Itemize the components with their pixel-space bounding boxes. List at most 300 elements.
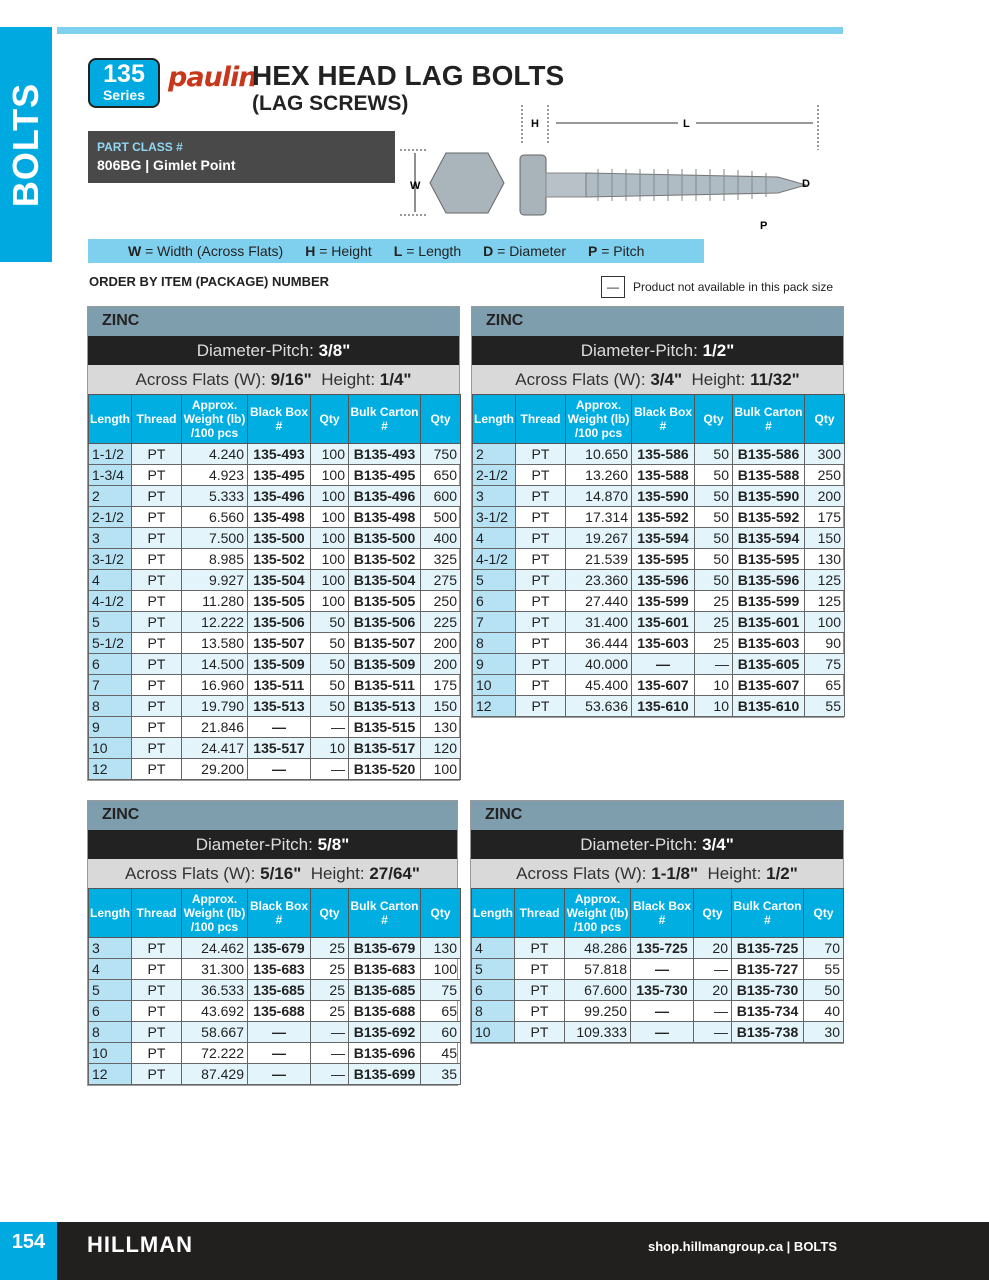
table-row [89, 633, 461, 654]
table-cell: — [694, 959, 732, 980]
table-cell: B135-496 [349, 486, 421, 507]
table-cell: 125 [805, 570, 845, 591]
legend-p: P = Pitch [587, 243, 645, 259]
table-cell: 1-1/2 [89, 444, 132, 465]
table-cell: 50 [804, 980, 844, 1001]
table-cell: B135-586 [733, 444, 805, 465]
table-cell: B135-509 [349, 654, 421, 675]
not-available-key [601, 276, 833, 298]
table-cell: B135-725 [732, 938, 804, 959]
table-row [89, 591, 461, 612]
table-cell: 50 [311, 675, 349, 696]
table-cell: 135-493 [248, 444, 311, 465]
table-row [89, 654, 461, 675]
table-cell: 17.314 [566, 507, 632, 528]
table-row [472, 980, 844, 1001]
table-cell: PT [132, 938, 182, 959]
table-cell: 25 [311, 980, 349, 1001]
legend-d: D = Diameter [483, 243, 566, 259]
table-cell: B135-590 [733, 486, 805, 507]
table-cell: 175 [421, 675, 461, 696]
table-cell: 100 [311, 528, 349, 549]
table-cell: 31.300 [182, 959, 248, 980]
table-cell: — [695, 654, 733, 675]
table-cell: — [631, 1022, 694, 1043]
table-cell: 25 [695, 591, 733, 612]
table-cell: 8 [472, 1001, 515, 1022]
table-cell: 25 [311, 938, 349, 959]
column-header: Qty [311, 395, 349, 444]
table-cell: 100 [311, 465, 349, 486]
legend-h: H = Height [305, 243, 372, 259]
table-cell: 50 [695, 549, 733, 570]
table-cell: B135-734 [732, 1001, 804, 1022]
table-cell: PT [132, 570, 182, 591]
spec-table [88, 888, 461, 1085]
d-label: D [802, 178, 810, 190]
table-cell: B135-730 [732, 980, 804, 1001]
table-cell: 11.280 [182, 591, 248, 612]
column-header: Black Box # [632, 395, 695, 444]
table-cell: 45.400 [566, 675, 632, 696]
table-row [89, 738, 461, 759]
table-cell: — [632, 654, 695, 675]
table-cell: 650 [421, 465, 461, 486]
table-cell: 135-511 [248, 675, 311, 696]
table-cell: 75 [421, 980, 461, 1001]
table-row [473, 570, 845, 591]
table-cell: 9 [89, 717, 132, 738]
table-cell: PT [132, 507, 182, 528]
spec-table [471, 888, 844, 1043]
table-cell: 135-498 [248, 507, 311, 528]
table-cell: 40 [804, 1001, 844, 1022]
table-cell: PT [515, 938, 565, 959]
table-row [473, 654, 845, 675]
table-cell: — [311, 1022, 349, 1043]
table-cell: PT [132, 696, 182, 717]
table-cell: 135-679 [248, 938, 311, 959]
column-header: Qty [695, 395, 733, 444]
table-cell: 50 [695, 570, 733, 591]
table-cell: 135-592 [632, 507, 695, 528]
table-cell: PT [516, 675, 566, 696]
table-cell: 3-1/2 [473, 507, 516, 528]
table-cell: 10 [695, 675, 733, 696]
table-cell: 13.580 [182, 633, 248, 654]
table-cell: 3 [473, 486, 516, 507]
table-1-2 [471, 306, 844, 718]
table-cell: 4 [472, 938, 515, 959]
table-cell: B135-596 [733, 570, 805, 591]
table-cell: 24.462 [182, 938, 248, 959]
diameter-value: 3/4" [702, 835, 734, 854]
table-cell: 25 [311, 959, 349, 980]
table-cell: 50 [311, 633, 349, 654]
table-cell: 150 [805, 528, 845, 549]
dimension-legend [88, 239, 704, 263]
column-header: Qty [694, 889, 732, 938]
table-cell: 90 [805, 633, 845, 654]
table-cell: 135-688 [248, 1001, 311, 1022]
table-cell: — [631, 959, 694, 980]
table-cell: 53.636 [566, 696, 632, 717]
table-cell: 55 [805, 696, 845, 717]
table-cell: 130 [421, 717, 461, 738]
table-cell: 200 [421, 633, 461, 654]
table-cell: — [248, 1022, 311, 1043]
table-row [89, 938, 461, 959]
table-cell: PT [132, 633, 182, 654]
table-cell: 2-1/2 [89, 507, 132, 528]
table-cell: 6 [472, 980, 515, 1001]
table-cell: 500 [421, 507, 461, 528]
table-cell: 135-517 [248, 738, 311, 759]
table-cell: 250 [805, 465, 845, 486]
table-cell: 99.250 [565, 1001, 631, 1022]
h-label: H [531, 118, 539, 130]
table-cell: PT [132, 444, 182, 465]
table-cell: 135-506 [248, 612, 311, 633]
table-cell: PT [516, 570, 566, 591]
column-header: Qty [421, 889, 461, 938]
table-cell: PT [132, 465, 182, 486]
table-cell: 10 [472, 1022, 515, 1043]
table-cell: 65 [421, 1001, 461, 1022]
table-row [89, 717, 461, 738]
column-header: Black Box # [248, 395, 311, 444]
table-cell: 35 [421, 1064, 461, 1085]
table-cell: 135-725 [631, 938, 694, 959]
table-cell: B135-699 [349, 1064, 421, 1085]
table-row [89, 959, 461, 980]
table-cell: 135-500 [248, 528, 311, 549]
table-cell: PT [132, 1064, 182, 1085]
finish-header: ZINC [88, 801, 457, 830]
column-header: Qty [311, 889, 349, 938]
table-cell: 10 [473, 675, 516, 696]
table-cell: B135-506 [349, 612, 421, 633]
table-row [89, 528, 461, 549]
bolt-side-icon [520, 155, 546, 215]
table-cell: B135-515 [349, 717, 421, 738]
table-cell: B135-692 [349, 1022, 421, 1043]
table-cell: 109.333 [565, 1022, 631, 1043]
table-cell: PT [132, 654, 182, 675]
table-cell: 100 [311, 591, 349, 612]
table-row [473, 633, 845, 654]
table-cell: 7 [89, 675, 132, 696]
length-dimension [518, 100, 848, 150]
column-header: Approx. Weight (lb) /100 pcs [182, 395, 248, 444]
table-row [473, 528, 845, 549]
table-cell: PT [516, 486, 566, 507]
table-cell: B135-504 [349, 570, 421, 591]
table-cell: 135-590 [632, 486, 695, 507]
table-cell: B135-599 [733, 591, 805, 612]
hex-head-icon [430, 153, 504, 213]
table-cell: 4 [473, 528, 516, 549]
table-cell: 130 [421, 938, 461, 959]
legend-w: W = Width (Across Flats) [128, 243, 284, 259]
table-cell: PT [132, 717, 182, 738]
table-cell: PT [132, 959, 182, 980]
table-cell: 21.846 [182, 717, 248, 738]
table-cell: B135-513 [349, 696, 421, 717]
table-cell: 6 [89, 1001, 132, 1022]
table-cell: 4-1/2 [473, 549, 516, 570]
order-heading: ORDER BY ITEM (PACKAGE) NUMBER [89, 274, 330, 289]
table-cell: 4-1/2 [89, 591, 132, 612]
table-5-8 [87, 800, 458, 1086]
table-cell: 100 [805, 612, 845, 633]
table-cell: 29.200 [182, 759, 248, 780]
table-row [473, 612, 845, 633]
table-cell: 21.539 [566, 549, 632, 570]
table-cell: 100 [311, 486, 349, 507]
table-cell: 40.000 [566, 654, 632, 675]
table-cell: 9 [473, 654, 516, 675]
table-row [472, 938, 844, 959]
top-rule [57, 27, 843, 34]
diameter-row: Diameter-Pitch: 3/4" [471, 830, 843, 859]
column-header: Approx. Weight (lb) /100 pcs [565, 889, 631, 938]
table-cell: PT [132, 980, 182, 1001]
table-cell: 135-596 [632, 570, 695, 591]
diameter-row: Diameter-Pitch: 1/2" [472, 336, 843, 365]
table-cell: PT [515, 1022, 565, 1043]
table-cell: 10 [89, 738, 132, 759]
table-cell: 2-1/2 [473, 465, 516, 486]
table-row [89, 1064, 461, 1085]
table-cell: PT [515, 980, 565, 1001]
diameter-value: 3/8" [318, 341, 351, 360]
table-cell: 5 [472, 959, 515, 980]
table-cell: — [694, 1022, 732, 1043]
table-cell: B135-588 [733, 465, 805, 486]
table-row [473, 465, 845, 486]
table-cell: 225 [421, 612, 461, 633]
table-row [473, 591, 845, 612]
table-row [89, 465, 461, 486]
table-cell: 25 [695, 612, 733, 633]
part-class-label: PART CLASS # [97, 140, 183, 154]
table-cell: PT [132, 738, 182, 759]
table-cell: — [631, 1001, 694, 1022]
table-row [89, 1022, 461, 1043]
table-cell: PT [516, 654, 566, 675]
column-header: Thread [516, 395, 566, 444]
table-cell: B135-507 [349, 633, 421, 654]
table-cell: 1-3/4 [89, 465, 132, 486]
table-3-4 [470, 800, 844, 1044]
table-cell: 50 [695, 465, 733, 486]
table-row [89, 507, 461, 528]
table-cell: 325 [421, 549, 461, 570]
table-cell: B135-500 [349, 528, 421, 549]
table-cell: PT [516, 591, 566, 612]
column-header: Thread [132, 395, 182, 444]
table-cell: 4.923 [182, 465, 248, 486]
table-cell: B135-505 [349, 591, 421, 612]
table-cell: 275 [421, 570, 461, 591]
table-cell: 36.533 [182, 980, 248, 1001]
table-cell: 5 [89, 612, 132, 633]
table-cell: — [311, 1064, 349, 1085]
table-row [473, 444, 845, 465]
table-cell: 2 [89, 486, 132, 507]
table-cell: 10.650 [566, 444, 632, 465]
diameter-row: Diameter-Pitch: 3/8" [88, 336, 459, 365]
table-cell: 12 [89, 1064, 132, 1085]
series-label: Series [102, 87, 146, 103]
part-class-box [88, 131, 395, 183]
table-cell: 60 [421, 1022, 461, 1043]
table-cell: 135-509 [248, 654, 311, 675]
table-cell: PT [132, 1022, 182, 1043]
table-cell: 57.818 [565, 959, 631, 980]
column-header: Bulk Carton # [349, 889, 421, 938]
table-cell: B135-595 [733, 549, 805, 570]
table-cell: 3 [89, 528, 132, 549]
table-cell: 5.333 [182, 486, 248, 507]
table-cell: 135-610 [632, 696, 695, 717]
table-row [89, 486, 461, 507]
table-cell: 135-685 [248, 980, 311, 1001]
table-cell: 48.286 [565, 938, 631, 959]
table-row [472, 1022, 844, 1043]
column-header: Length [89, 889, 132, 938]
table-cell: 6.560 [182, 507, 248, 528]
table-cell: 135-502 [248, 549, 311, 570]
table-cell: 70 [804, 938, 844, 959]
table-cell: B135-683 [349, 959, 421, 980]
table-cell: 135-504 [248, 570, 311, 591]
finish-header: ZINC [471, 801, 843, 830]
page-subtitle: (LAG SCREWS) [252, 92, 409, 115]
table-cell: 3 [89, 938, 132, 959]
table-cell: PT [516, 444, 566, 465]
across-flats-row: Across Flats (W): 3/4" Height: 11/32" [472, 365, 843, 394]
bolt-diagram [398, 145, 848, 235]
page-number: 154 [0, 1222, 57, 1280]
table-cell: 16.960 [182, 675, 248, 696]
table-cell: 55 [804, 959, 844, 980]
table-cell: 135-505 [248, 591, 311, 612]
table-row [472, 959, 844, 980]
legend-l: L = Length [393, 243, 462, 259]
table-cell: PT [516, 528, 566, 549]
table-cell: 130 [805, 549, 845, 570]
column-header: Bulk Carton # [732, 889, 804, 938]
spec-table [472, 394, 845, 717]
table-cell: 135-586 [632, 444, 695, 465]
table-cell: 200 [805, 486, 845, 507]
table-row [89, 444, 461, 465]
table-cell: 6 [89, 654, 132, 675]
table-cell: B135-696 [349, 1043, 421, 1064]
table-cell: 100 [421, 759, 461, 780]
table-3-8 [87, 306, 460, 781]
table-cell: 50 [695, 507, 733, 528]
table-row [89, 696, 461, 717]
table-row [473, 675, 845, 696]
column-header: Black Box # [248, 889, 311, 938]
w-label: W [410, 180, 421, 192]
table-cell: 50 [695, 528, 733, 549]
table-cell: B135-517 [349, 738, 421, 759]
not-available-text: Product not available in this pack size [633, 280, 834, 294]
column-header: Approx. Weight (lb) /100 pcs [182, 889, 248, 938]
column-header: Qty [804, 889, 844, 938]
page-title: HEX HEAD LAG BOLTS [252, 60, 565, 91]
table-cell: 50 [695, 444, 733, 465]
table-cell: 36.444 [566, 633, 632, 654]
table-cell: 14.500 [182, 654, 248, 675]
table-cell: 45 [421, 1043, 461, 1064]
dash-symbol: — [601, 276, 625, 298]
table-cell: 135-607 [632, 675, 695, 696]
table-cell: 135-588 [632, 465, 695, 486]
table-cell: 19.790 [182, 696, 248, 717]
table-cell: 4 [89, 959, 132, 980]
table-cell: B135-495 [349, 465, 421, 486]
column-header: Qty [805, 395, 845, 444]
table-cell: 8.985 [182, 549, 248, 570]
table-cell: 150 [421, 696, 461, 717]
table-cell: 135-495 [248, 465, 311, 486]
table-cell: B135-493 [349, 444, 421, 465]
table-cell: 135-513 [248, 696, 311, 717]
table-cell: 75 [805, 654, 845, 675]
table-cell: 9.927 [182, 570, 248, 591]
table-cell: 175 [805, 507, 845, 528]
table-cell: B135-727 [732, 959, 804, 980]
table-row [89, 549, 461, 570]
table-cell: 135-595 [632, 549, 695, 570]
table-cell: PT [515, 959, 565, 980]
table-cell: 8 [89, 696, 132, 717]
column-header: Black Box # [631, 889, 694, 938]
table-row [89, 1043, 461, 1064]
finish-header: ZINC [472, 307, 843, 336]
footer-site: shop.hillmangroup.ca | BOLTS [648, 1239, 838, 1254]
table-cell: — [694, 1001, 732, 1022]
column-header: Bulk Carton # [733, 395, 805, 444]
table-cell: — [248, 1064, 311, 1085]
table-cell: B135-685 [349, 980, 421, 1001]
table-cell: 5 [473, 570, 516, 591]
table-cell: 7.500 [182, 528, 248, 549]
p-label: P [760, 220, 768, 232]
series-number: 135 [103, 60, 145, 88]
table-cell: 23.360 [566, 570, 632, 591]
table-row [473, 549, 845, 570]
table-cell: PT [132, 759, 182, 780]
table-cell: B135-605 [733, 654, 805, 675]
table-cell: 135-599 [632, 591, 695, 612]
table-row [89, 612, 461, 633]
table-cell: — [311, 717, 349, 738]
across-flats-row: Across Flats (W): 5/16" Height: 27/64" [88, 859, 457, 888]
column-header: Length [473, 395, 516, 444]
table-cell: PT [516, 549, 566, 570]
table-cell: 100 [311, 570, 349, 591]
brand-logo: paulin [168, 62, 257, 93]
table-cell: 135-603 [632, 633, 695, 654]
table-cell: 135-507 [248, 633, 311, 654]
table-cell: 200 [421, 654, 461, 675]
